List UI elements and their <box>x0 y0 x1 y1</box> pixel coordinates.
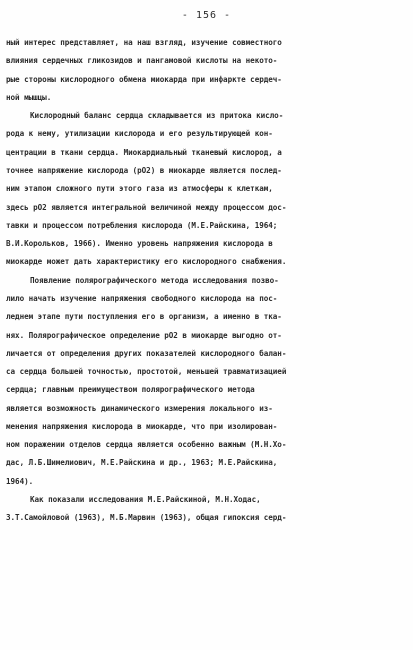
line-gap <box>6 341 406 349</box>
text-line: леднем этапе пути поступления его в организм, а именно в тка- <box>6 312 282 322</box>
text-line: Кислородный баланс сердца складывается из притока кисло- <box>30 111 284 121</box>
text-line: менения напряжения кислорода в миокарде, что при изолирован- <box>6 421 278 431</box>
line-gap <box>6 249 406 257</box>
text-line: рода к нему, утилизации кислорода и его результирующей кон- <box>6 129 273 139</box>
body-text <box>6 38 406 524</box>
text-line: миокарде может дать характеристику его кислородного снабжения. <box>6 257 287 267</box>
line-gap <box>6 176 406 184</box>
line-gap <box>6 414 406 422</box>
line-gap <box>6 304 406 312</box>
text-line: 1964). <box>6 476 34 486</box>
text-line: центрации в ткани сердца. Миокардиальный тканевый кислород, а <box>6 147 282 157</box>
line-gap <box>6 66 406 74</box>
line-gap <box>6 268 406 276</box>
line-gap <box>6 505 406 513</box>
text-line: тавки и процессом потребления кислорода (М.Е.Райскина, 1964; <box>6 220 278 230</box>
line-gap <box>6 140 406 148</box>
text-line: является возможность динамического измерения локального из- <box>6 403 273 413</box>
text-line: рые стороны кислородного обмена миокарда при инфаркте сердеч- <box>6 74 282 84</box>
line-gap <box>6 396 406 404</box>
text-line: сердца; главным преимуществом полярографического метода <box>6 385 255 395</box>
line-gap <box>6 359 406 367</box>
line-gap <box>6 103 406 111</box>
text-line: лило начать изучение напряжения свободного кислорода на пос- <box>6 293 278 303</box>
text-line: ный интерес представляет, на наш взгляд, изучение совместного <box>6 38 282 47</box>
text-line: са сердца большей точностью, простотой, меньшей травматизацией <box>6 367 287 377</box>
text-line: личается от определения других показателей кислородного балан- <box>6 348 287 358</box>
text-line: Появление полярографического метода исследования позво- <box>30 275 279 285</box>
text-line: влияния сердечных гликозидов и пангамовой кислоты на некото- <box>6 56 278 66</box>
line-gap <box>6 158 406 166</box>
page-number: - 156 - <box>181 10 232 21</box>
text-line: В.И.Корольков, 1966). Именно уровень напряжения кислорода в <box>6 239 273 249</box>
line-gap <box>6 121 406 129</box>
line-gap <box>6 487 406 495</box>
line-gap <box>6 286 406 294</box>
line-gap <box>6 194 406 202</box>
line-gap <box>6 322 406 330</box>
text-line: З.Т.Самойловой (1963), М.Б.Марвин (1963), общая гипоксия серд- <box>6 513 287 523</box>
text-line: нях. Полярографическое определение pO2 в миокарде выгодно от- <box>6 330 282 340</box>
text-line: ном поражении отделов сердца является особенно важным (М.Н.Хо- <box>6 440 287 450</box>
text-line: ной мышцы. <box>6 92 52 102</box>
line-gap <box>6 469 406 477</box>
line-gap <box>6 450 406 458</box>
line-gap <box>6 85 406 93</box>
text-line: дас, Л.Б.Шимелиович, М.Е.Райскина и др., 1963; М.Е.Райскина, <box>6 458 278 468</box>
text-line: здесь pO2 является интегральной величиной между процессом дос- <box>6 202 287 212</box>
line-gap <box>6 231 406 239</box>
text-line: точнее напряжение кислорода (pO2) в миокарде является послед- <box>6 165 282 175</box>
line-gap <box>6 377 406 385</box>
line-gap <box>6 213 406 221</box>
line-gap <box>6 432 406 440</box>
text-line: Как показали исследования М.Е.Райскиной, М.Н.Ходас, <box>30 495 261 505</box>
line-gap <box>6 48 406 56</box>
text-line: ним этапом сложного пути этого газа из атмосферы к клеткам, <box>6 184 273 194</box>
